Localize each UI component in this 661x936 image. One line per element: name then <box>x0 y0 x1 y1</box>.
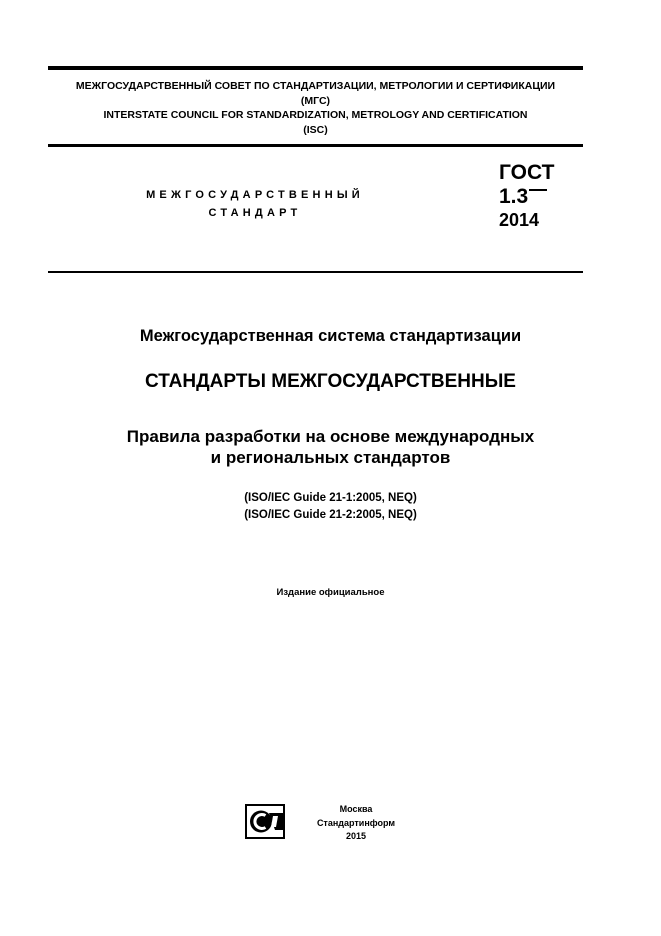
gost-designation <box>499 161 554 231</box>
bottom-divider <box>48 271 583 273</box>
standard-kind-line1: МЕЖГОСУДАРСТВЕННЫЙ <box>146 189 364 201</box>
council-header <box>48 79 583 137</box>
council-name-en: INTERSTATE COUNCIL FOR STANDARDIZATION, METROLOGY AND CERTIFICATION <box>103 109 528 121</box>
standartinform-logo-icon <box>245 804 285 839</box>
subtitle-line1: Правила разработки на основе международных <box>126 427 535 446</box>
reference-1: (ISO/IEC Guide 21-1:2005, NEQ) <box>244 492 417 504</box>
publisher-year: 2015 <box>345 831 367 841</box>
council-name-ru: МЕЖГОСУДАРСТВЕННЫЙ СОВЕТ ПО СТАНДАРТИЗАЦИИ, МЕТРОЛОГИИ И СЕРТИФИКАЦИИ <box>75 80 556 92</box>
council-abbr-ru: (МГС) <box>300 94 331 107</box>
publisher-city: Москва <box>339 804 373 814</box>
gost-year: 2014 <box>499 210 540 230</box>
gost-number-line <box>499 185 554 209</box>
reference-2: (ISO/IEC Guide 21-2:2005, NEQ) <box>244 509 417 521</box>
subtitle-line2: и региональных стандартов <box>210 448 451 467</box>
subtitle <box>0 426 661 468</box>
system-title: Межгосударственная система стандартизации <box>139 327 522 345</box>
top-divider <box>48 66 583 70</box>
publisher-name: Стандартинформ <box>316 817 396 828</box>
international-references <box>0 490 661 524</box>
gost-number: 1.3 <box>499 185 529 208</box>
standard-kind-line2: СТАНДАРТ <box>208 207 302 219</box>
main-title: СТАНДАРТЫ МЕЖГОСУДАРСТВЕННЫЕ <box>145 371 516 392</box>
edition-label: Издание официальное <box>276 587 385 598</box>
middle-divider <box>48 144 583 147</box>
standard-kind <box>120 186 390 222</box>
publisher-text <box>311 803 401 844</box>
gost-dash <box>529 189 547 191</box>
gost-label: ГОСТ <box>499 161 555 184</box>
publisher-block <box>245 800 405 848</box>
council-abbr-en: (ISC) <box>303 123 328 136</box>
